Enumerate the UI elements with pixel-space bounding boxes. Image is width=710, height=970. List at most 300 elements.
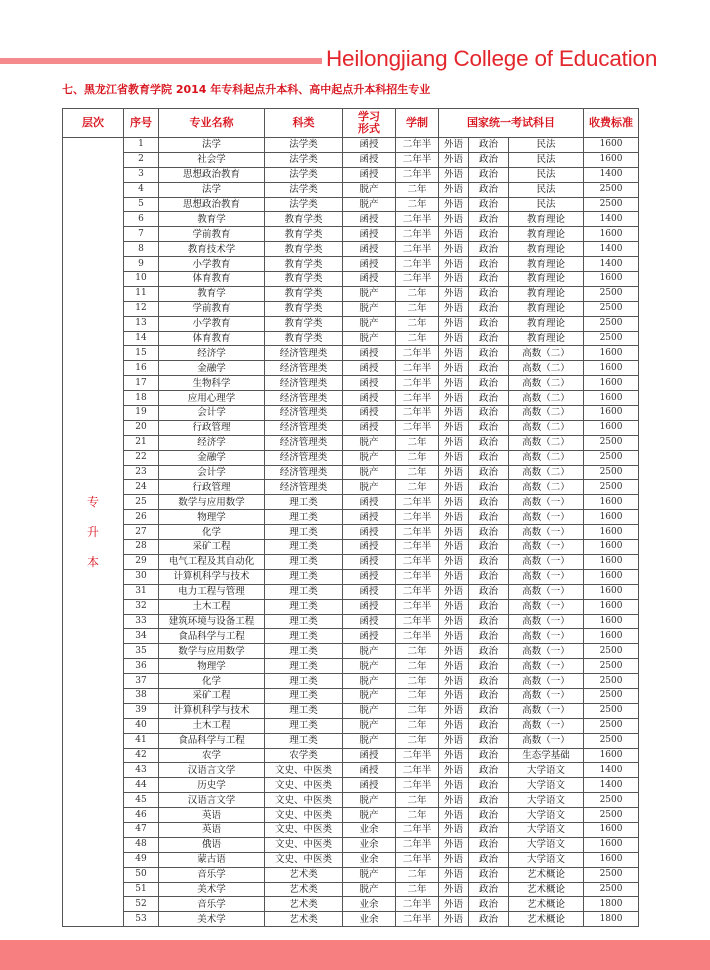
table-row (63, 733, 639, 748)
cell-exam-subject-1: 外语 (439, 182, 469, 197)
cell-fee: 2500 (584, 793, 639, 808)
cell-exam-subject-1: 外语 (439, 391, 469, 406)
col-mode-line2: 形式 (358, 122, 380, 135)
cell-fee: 2500 (584, 450, 639, 465)
cell-exam-subject-3: 高数（二） (509, 450, 584, 465)
cell-exam-subject-3: 高数（二） (509, 406, 584, 421)
cell-category: 经济管理类 (265, 406, 343, 421)
cell-duration: 二年 (396, 197, 439, 212)
cell-duration: 二年半 (396, 629, 439, 644)
cell-category: 教育学类 (265, 257, 343, 272)
col-fee: 收费标准 (584, 109, 639, 138)
cell-category: 理工类 (265, 569, 343, 584)
cell-category: 经济管理类 (265, 391, 343, 406)
cell-category: 艺术类 (265, 897, 343, 912)
cell-name: 教育学 (159, 212, 265, 227)
cell-category: 理工类 (265, 629, 343, 644)
cell-no: 40 (124, 718, 159, 733)
cell-exam-subject-2: 政治 (469, 361, 509, 376)
cell-exam-subject-1: 外语 (439, 554, 469, 569)
cell-exam-subject-2: 政治 (469, 852, 509, 867)
cell-exam-subject-2: 政治 (469, 897, 509, 912)
cell-no: 11 (124, 286, 159, 301)
table-row (63, 465, 639, 480)
cell-name: 计算机科学与技术 (159, 569, 265, 584)
table-row (63, 167, 639, 182)
cell-exam-subject-3: 高数（一） (509, 569, 584, 584)
cell-fee: 2500 (584, 718, 639, 733)
cell-mode: 脱产 (343, 644, 396, 659)
cell-exam-subject-2: 政治 (469, 614, 509, 629)
cell-mode: 函授 (343, 391, 396, 406)
cell-exam-subject-1: 外语 (439, 361, 469, 376)
cell-name: 英语 (159, 808, 265, 823)
table-row (63, 822, 639, 837)
cell-fee: 2500 (584, 316, 639, 331)
cell-category: 文史、中医类 (265, 778, 343, 793)
cell-duration: 二年 (396, 718, 439, 733)
cell-duration: 二年半 (396, 346, 439, 361)
cell-no: 10 (124, 272, 159, 287)
cell-exam-subject-1: 外语 (439, 733, 469, 748)
cell-no: 28 (124, 540, 159, 555)
cell-category: 法学类 (265, 197, 343, 212)
cell-mode: 函授 (343, 346, 396, 361)
cell-name: 英语 (159, 822, 265, 837)
cell-exam-subject-1: 外语 (439, 703, 469, 718)
col-exam: 国家统一考试科目 (439, 109, 584, 138)
cell-no: 15 (124, 346, 159, 361)
cell-fee: 1600 (584, 406, 639, 421)
cell-category: 理工类 (265, 644, 343, 659)
cell-mode: 脱产 (343, 480, 396, 495)
cell-mode: 函授 (343, 167, 396, 182)
table-row (63, 391, 639, 406)
cell-mode: 函授 (343, 242, 396, 257)
cell-exam-subject-2: 政治 (469, 882, 509, 897)
cell-exam-subject-3: 高数（一） (509, 599, 584, 614)
cell-fee: 1600 (584, 346, 639, 361)
cell-exam-subject-2: 政治 (469, 674, 509, 689)
cell-exam-subject-1: 外语 (439, 778, 469, 793)
cell-exam-subject-2: 政治 (469, 272, 509, 287)
cell-exam-subject-2: 政治 (469, 495, 509, 510)
cell-exam-subject-3: 民法 (509, 182, 584, 197)
cell-category: 经济管理类 (265, 435, 343, 450)
cell-no: 3 (124, 167, 159, 182)
cell-exam-subject-3: 教育理论 (509, 212, 584, 227)
cell-exam-subject-1: 外语 (439, 867, 469, 882)
cell-exam-subject-2: 政治 (469, 138, 509, 153)
table-row (63, 912, 639, 927)
cell-mode: 函授 (343, 629, 396, 644)
cell-no: 16 (124, 361, 159, 376)
cell-mode: 脱产 (343, 197, 396, 212)
cell-no: 17 (124, 376, 159, 391)
table-row (63, 242, 639, 257)
table-row (63, 406, 639, 421)
cell-no: 26 (124, 510, 159, 525)
cell-fee: 2500 (584, 674, 639, 689)
cell-duration: 二年半 (396, 391, 439, 406)
cell-exam-subject-2: 政治 (469, 480, 509, 495)
cell-duration: 二年半 (396, 376, 439, 391)
cell-exam-subject-2: 政治 (469, 763, 509, 778)
table-row (63, 599, 639, 614)
cell-fee: 1600 (584, 361, 639, 376)
cell-mode: 函授 (343, 554, 396, 569)
cell-exam-subject-1: 外语 (439, 272, 469, 287)
cell-exam-subject-1: 外语 (439, 837, 469, 852)
cell-no: 5 (124, 197, 159, 212)
cell-exam-subject-3: 教育理论 (509, 331, 584, 346)
table-row (63, 138, 639, 153)
cell-exam-subject-1: 外语 (439, 212, 469, 227)
cell-mode: 函授 (343, 152, 396, 167)
cell-name: 音乐学 (159, 897, 265, 912)
cell-fee: 1600 (584, 420, 639, 435)
cell-exam-subject-2: 政治 (469, 391, 509, 406)
cell-fee: 1600 (584, 525, 639, 540)
cell-fee: 1600 (584, 227, 639, 242)
cell-name: 音乐学 (159, 867, 265, 882)
cell-name: 采矿工程 (159, 688, 265, 703)
cell-exam-subject-2: 政治 (469, 599, 509, 614)
cell-name: 俄语 (159, 837, 265, 852)
col-mode-line1: 学习 (358, 110, 380, 123)
cell-no: 22 (124, 450, 159, 465)
cell-exam-subject-1: 外语 (439, 808, 469, 823)
cell-fee: 1800 (584, 912, 639, 927)
cell-exam-subject-1: 外语 (439, 167, 469, 182)
table-row (63, 703, 639, 718)
table-row (63, 540, 639, 555)
cell-exam-subject-3: 大学语文 (509, 837, 584, 852)
cell-duration: 二年半 (396, 569, 439, 584)
table-row (63, 882, 639, 897)
cell-exam-subject-2: 政治 (469, 822, 509, 837)
cell-exam-subject-1: 外语 (439, 897, 469, 912)
table-row (63, 257, 639, 272)
cell-fee: 2500 (584, 867, 639, 882)
cell-name: 会计学 (159, 465, 265, 480)
col-mode (343, 109, 396, 138)
cell-exam-subject-1: 外语 (439, 495, 469, 510)
cell-name: 建筑环境与设备工程 (159, 614, 265, 629)
cell-exam-subject-1: 外语 (439, 525, 469, 540)
cell-exam-subject-1: 外语 (439, 331, 469, 346)
cell-name: 化学 (159, 674, 265, 689)
cell-no: 24 (124, 480, 159, 495)
cell-name: 社会学 (159, 152, 265, 167)
cell-exam-subject-2: 政治 (469, 718, 509, 733)
cell-no: 36 (124, 659, 159, 674)
cell-mode: 业余 (343, 897, 396, 912)
cell-fee: 1600 (584, 629, 639, 644)
cell-mode: 脱产 (343, 733, 396, 748)
cell-exam-subject-3: 民法 (509, 197, 584, 212)
cell-category: 教育学类 (265, 331, 343, 346)
cell-mode: 脱产 (343, 316, 396, 331)
table-row (63, 644, 639, 659)
cell-mode: 函授 (343, 778, 396, 793)
cell-category: 教育学类 (265, 242, 343, 257)
cell-category: 艺术类 (265, 867, 343, 882)
cell-exam-subject-1: 外语 (439, 450, 469, 465)
table-row (63, 837, 639, 852)
cell-fee: 2500 (584, 659, 639, 674)
cell-exam-subject-3: 高数（二） (509, 391, 584, 406)
cell-mode: 函授 (343, 361, 396, 376)
cell-exam-subject-2: 政治 (469, 837, 509, 852)
cell-no: 25 (124, 495, 159, 510)
cell-exam-subject-2: 政治 (469, 659, 509, 674)
cell-exam-subject-3: 大学语文 (509, 822, 584, 837)
cell-duration: 二年半 (396, 912, 439, 927)
cell-exam-subject-3: 艺术概论 (509, 912, 584, 927)
cell-fee: 1600 (584, 748, 639, 763)
cell-exam-subject-3: 艺术概论 (509, 882, 584, 897)
cell-exam-subject-3: 高数（一） (509, 718, 584, 733)
cell-exam-subject-1: 外语 (439, 852, 469, 867)
cell-no: 42 (124, 748, 159, 763)
cell-mode: 脱产 (343, 688, 396, 703)
cell-exam-subject-1: 外语 (439, 435, 469, 450)
cell-mode: 脱产 (343, 450, 396, 465)
cell-mode: 函授 (343, 376, 396, 391)
cell-exam-subject-2: 政治 (469, 212, 509, 227)
cell-fee: 2500 (584, 882, 639, 897)
cell-category: 文史、中医类 (265, 837, 343, 852)
cell-no: 13 (124, 316, 159, 331)
layer-char: 本 (86, 555, 99, 570)
cell-category: 文史、中医类 (265, 852, 343, 867)
table-row (63, 227, 639, 242)
cell-no: 33 (124, 614, 159, 629)
cell-exam-subject-1: 外语 (439, 912, 469, 927)
cell-exam-subject-1: 外语 (439, 420, 469, 435)
table-row (63, 674, 639, 689)
cell-name: 法学 (159, 182, 265, 197)
cell-exam-subject-2: 政治 (469, 450, 509, 465)
cell-exam-subject-2: 政治 (469, 227, 509, 242)
cell-fee: 1600 (584, 152, 639, 167)
cell-no: 37 (124, 674, 159, 689)
cell-duration: 二年半 (396, 257, 439, 272)
cell-duration: 二年 (396, 450, 439, 465)
cell-exam-subject-2: 政治 (469, 406, 509, 421)
cell-fee: 1400 (584, 212, 639, 227)
table-row (63, 331, 639, 346)
cell-no: 7 (124, 227, 159, 242)
cell-duration: 二年半 (396, 138, 439, 153)
cell-exam-subject-3: 民法 (509, 167, 584, 182)
section-heading: 七、黑龙江省教育学院 2014 年专科起点升本科、高中起点升本科招生专业 (62, 83, 431, 96)
cell-fee: 1600 (584, 614, 639, 629)
cell-mode: 业余 (343, 822, 396, 837)
cell-name: 金融学 (159, 361, 265, 376)
cell-duration: 二年 (396, 688, 439, 703)
cell-no: 4 (124, 182, 159, 197)
cell-duration: 二年半 (396, 406, 439, 421)
cell-exam-subject-2: 政治 (469, 540, 509, 555)
cell-no: 49 (124, 852, 159, 867)
cell-exam-subject-3: 高数（二） (509, 435, 584, 450)
cell-duration: 二年半 (396, 272, 439, 287)
cell-name: 蒙古语 (159, 852, 265, 867)
cell-exam-subject-3: 高数（一） (509, 584, 584, 599)
cell-name: 数学与应用数学 (159, 644, 265, 659)
cell-exam-subject-1: 外语 (439, 644, 469, 659)
cell-exam-subject-3: 高数（一） (509, 614, 584, 629)
cell-fee: 1600 (584, 495, 639, 510)
cell-duration: 二年 (396, 793, 439, 808)
cell-no: 46 (124, 808, 159, 823)
cell-fee: 2500 (584, 197, 639, 212)
cell-duration: 二年 (396, 659, 439, 674)
cell-exam-subject-1: 外语 (439, 614, 469, 629)
cell-duration: 二年半 (396, 748, 439, 763)
cell-mode: 函授 (343, 525, 396, 540)
cell-fee: 1600 (584, 510, 639, 525)
cell-duration: 二年 (396, 301, 439, 316)
cell-duration: 二年 (396, 644, 439, 659)
cell-category: 理工类 (265, 554, 343, 569)
cell-exam-subject-3: 高数（二） (509, 346, 584, 361)
cell-duration: 二年半 (396, 599, 439, 614)
cell-exam-subject-2: 政治 (469, 376, 509, 391)
cell-exam-subject-3: 高数（二） (509, 376, 584, 391)
cell-exam-subject-3: 高数（一） (509, 703, 584, 718)
cell-exam-subject-3: 教育理论 (509, 272, 584, 287)
cell-exam-subject-1: 外语 (439, 569, 469, 584)
cell-name: 物理学 (159, 510, 265, 525)
footer-band (0, 940, 710, 970)
table-row (63, 286, 639, 301)
cell-fee: 2500 (584, 644, 639, 659)
cell-category: 法学类 (265, 152, 343, 167)
cell-duration: 二年半 (396, 510, 439, 525)
cell-category: 法学类 (265, 138, 343, 153)
cell-category: 教育学类 (265, 316, 343, 331)
layer-char: 专 (86, 495, 99, 510)
cell-category: 理工类 (265, 540, 343, 555)
table-row (63, 301, 639, 316)
cell-exam-subject-2: 政治 (469, 435, 509, 450)
cell-exam-subject-3: 艺术概论 (509, 867, 584, 882)
table-row (63, 420, 639, 435)
cell-exam-subject-1: 外语 (439, 465, 469, 480)
cell-category: 文史、中医类 (265, 793, 343, 808)
cell-mode: 脱产 (343, 882, 396, 897)
cell-exam-subject-3: 教育理论 (509, 242, 584, 257)
cell-fee: 1400 (584, 763, 639, 778)
cell-category: 经济管理类 (265, 420, 343, 435)
cell-exam-subject-1: 外语 (439, 480, 469, 495)
cell-exam-subject-2: 政治 (469, 420, 509, 435)
cell-exam-subject-1: 外语 (439, 510, 469, 525)
cell-fee: 1600 (584, 852, 639, 867)
col-duration: 学制 (396, 109, 439, 138)
cell-exam-subject-3: 高数（一） (509, 674, 584, 689)
cell-exam-subject-2: 政治 (469, 688, 509, 703)
cell-exam-subject-2: 政治 (469, 152, 509, 167)
table-row (63, 435, 639, 450)
cell-no: 38 (124, 688, 159, 703)
cell-exam-subject-2: 政治 (469, 569, 509, 584)
cell-fee: 2500 (584, 703, 639, 718)
table-row (63, 376, 639, 391)
cell-fee: 1400 (584, 242, 639, 257)
header-decor-line (0, 58, 322, 64)
cell-category: 理工类 (265, 599, 343, 614)
cell-exam-subject-1: 外语 (439, 152, 469, 167)
cell-duration: 二年 (396, 703, 439, 718)
cell-name: 数学与应用数学 (159, 495, 265, 510)
cell-exam-subject-1: 外语 (439, 286, 469, 301)
cell-duration: 二年半 (396, 614, 439, 629)
cell-name: 土木工程 (159, 718, 265, 733)
table-row (63, 793, 639, 808)
cell-no: 6 (124, 212, 159, 227)
cell-category: 教育学类 (265, 212, 343, 227)
cell-mode: 脱产 (343, 674, 396, 689)
cell-exam-subject-2: 政治 (469, 584, 509, 599)
cell-mode: 函授 (343, 748, 396, 763)
table-row (63, 897, 639, 912)
cell-exam-subject-2: 政治 (469, 316, 509, 331)
cell-exam-subject-1: 外语 (439, 882, 469, 897)
cell-no: 1 (124, 138, 159, 153)
table-row (63, 346, 639, 361)
cell-category: 经济管理类 (265, 465, 343, 480)
cell-exam-subject-3: 教育理论 (509, 301, 584, 316)
cell-exam-subject-2: 政治 (469, 301, 509, 316)
table-body (63, 138, 639, 927)
cell-duration: 二年半 (396, 420, 439, 435)
cell-exam-subject-3: 高数（一） (509, 525, 584, 540)
cell-mode: 脱产 (343, 659, 396, 674)
table-row (63, 659, 639, 674)
cell-duration: 二年半 (396, 525, 439, 540)
cell-name: 思想政治教育 (159, 167, 265, 182)
table-row (63, 554, 639, 569)
cell-exam-subject-2: 政治 (469, 748, 509, 763)
cell-duration: 二年 (396, 465, 439, 480)
cell-duration: 二年半 (396, 778, 439, 793)
cell-name: 美术学 (159, 882, 265, 897)
cell-mode: 脱产 (343, 808, 396, 823)
cell-name: 小学教育 (159, 257, 265, 272)
cell-no: 31 (124, 584, 159, 599)
cell-name: 土木工程 (159, 599, 265, 614)
cell-fee: 1800 (584, 897, 639, 912)
cell-exam-subject-2: 政治 (469, 808, 509, 823)
cell-fee: 2500 (584, 286, 639, 301)
cell-category: 法学类 (265, 167, 343, 182)
cell-category: 理工类 (265, 495, 343, 510)
cell-exam-subject-3: 高数（二） (509, 480, 584, 495)
cell-exam-subject-2: 政治 (469, 525, 509, 540)
cell-exam-subject-3: 生态学基础 (509, 748, 584, 763)
cell-mode: 脱产 (343, 867, 396, 882)
cell-duration: 二年 (396, 882, 439, 897)
cell-exam-subject-1: 外语 (439, 138, 469, 153)
cell-exam-subject-3: 高数（一） (509, 554, 584, 569)
cell-name: 电力工程与管理 (159, 584, 265, 599)
col-category: 科类 (265, 109, 343, 138)
cell-mode: 脱产 (343, 703, 396, 718)
